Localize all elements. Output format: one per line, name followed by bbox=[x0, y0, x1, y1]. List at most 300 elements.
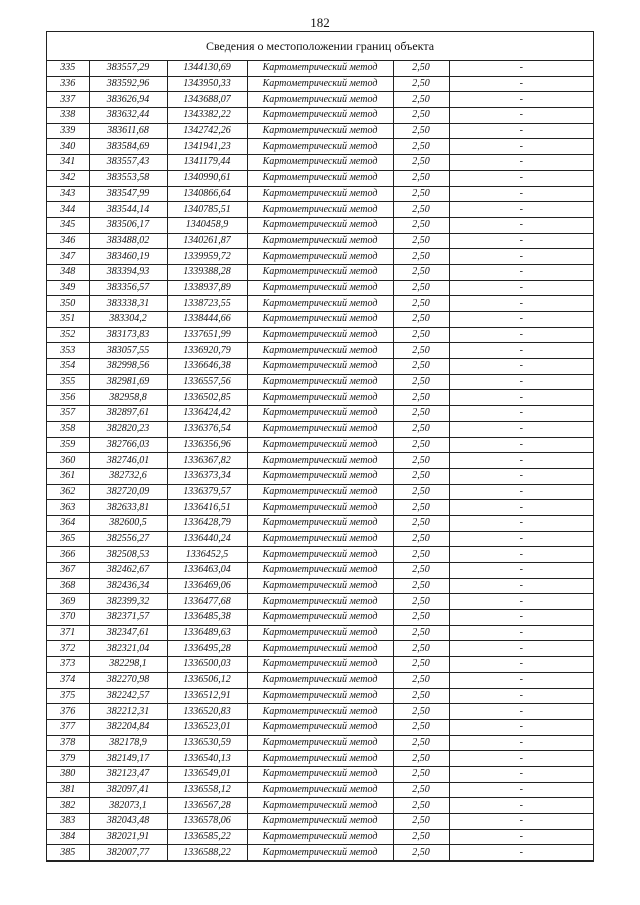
point-number-cell: 374 bbox=[47, 672, 89, 688]
x-coordinate-cell: 382820,23 bbox=[89, 421, 167, 437]
y-coordinate-cell: 1336588,22 bbox=[167, 845, 247, 861]
x-coordinate-cell: 383356,57 bbox=[89, 280, 167, 296]
method-cell: Картометрический метод bbox=[247, 688, 393, 704]
method-cell: Картометрический метод bbox=[247, 374, 393, 390]
x-coordinate-cell: 382149,17 bbox=[89, 751, 167, 767]
y-coordinate-cell: 1336506,12 bbox=[167, 672, 247, 688]
y-coordinate-cell: 1338723,55 bbox=[167, 296, 247, 312]
section-title: Сведения о местоположении границ объекта bbox=[47, 32, 593, 61]
accuracy-cell: 2,50 bbox=[393, 672, 449, 688]
x-coordinate-cell: 383584,69 bbox=[89, 139, 167, 155]
point-number-cell: 346 bbox=[47, 233, 89, 249]
accuracy-cell: 2,50 bbox=[393, 92, 449, 108]
table-row bbox=[47, 845, 593, 861]
x-coordinate-cell: 382746,01 bbox=[89, 453, 167, 469]
y-coordinate-cell: 1336477,68 bbox=[167, 594, 247, 610]
x-coordinate-cell: 382897,61 bbox=[89, 406, 167, 422]
x-coordinate-cell: 383173,83 bbox=[89, 327, 167, 343]
method-cell: Картометрический метод bbox=[247, 782, 393, 798]
table-row bbox=[47, 374, 593, 390]
table-row bbox=[47, 280, 593, 296]
method-cell: Картометрический метод bbox=[247, 92, 393, 108]
y-coordinate-cell: 1336367,82 bbox=[167, 453, 247, 469]
table-row bbox=[47, 468, 593, 484]
note-cell: - bbox=[449, 390, 593, 406]
table-row bbox=[47, 641, 593, 657]
point-number-cell: 370 bbox=[47, 610, 89, 626]
x-coordinate-cell: 382998,56 bbox=[89, 359, 167, 375]
accuracy-cell: 2,50 bbox=[393, 814, 449, 830]
method-cell: Картометрический метод bbox=[247, 657, 393, 673]
point-number-cell: 343 bbox=[47, 186, 89, 202]
x-coordinate-cell: 382178,9 bbox=[89, 735, 167, 751]
x-coordinate-cell: 382462,67 bbox=[89, 563, 167, 579]
point-number-cell: 337 bbox=[47, 92, 89, 108]
x-coordinate-cell: 382007,77 bbox=[89, 845, 167, 861]
table-row bbox=[47, 421, 593, 437]
table-row bbox=[47, 186, 593, 202]
y-coordinate-cell: 1340866,64 bbox=[167, 186, 247, 202]
point-number-cell: 371 bbox=[47, 625, 89, 641]
table-row bbox=[47, 343, 593, 359]
note-cell: - bbox=[449, 139, 593, 155]
method-cell: Картометрический метод bbox=[247, 327, 393, 343]
y-coordinate-cell: 1336440,24 bbox=[167, 531, 247, 547]
x-coordinate-cell: 383544,14 bbox=[89, 202, 167, 218]
method-cell: Картометрический метод bbox=[247, 672, 393, 688]
y-coordinate-cell: 1336424,42 bbox=[167, 406, 247, 422]
method-cell: Картометрический метод bbox=[247, 437, 393, 453]
y-coordinate-cell: 1336578,06 bbox=[167, 814, 247, 830]
document-sheet bbox=[46, 31, 594, 862]
method-cell: Картометрический метод bbox=[247, 108, 393, 124]
y-coordinate-cell: 1336489,63 bbox=[167, 625, 247, 641]
accuracy-cell: 2,50 bbox=[393, 531, 449, 547]
y-coordinate-cell: 1341941,23 bbox=[167, 139, 247, 155]
accuracy-cell: 2,50 bbox=[393, 500, 449, 516]
x-coordinate-cell: 382720,09 bbox=[89, 484, 167, 500]
y-coordinate-cell: 1340990,61 bbox=[167, 170, 247, 186]
method-cell: Картометрический метод bbox=[247, 312, 393, 328]
method-cell: Картометрический метод bbox=[247, 249, 393, 265]
point-number-cell: 340 bbox=[47, 139, 89, 155]
table-row bbox=[47, 594, 593, 610]
y-coordinate-cell: 1336646,38 bbox=[167, 359, 247, 375]
point-number-cell: 378 bbox=[47, 735, 89, 751]
page-number: 182 bbox=[310, 15, 330, 30]
y-coordinate-cell: 1336502,85 bbox=[167, 390, 247, 406]
y-coordinate-cell: 1340458,9 bbox=[167, 217, 247, 233]
accuracy-cell: 2,50 bbox=[393, 610, 449, 626]
y-coordinate-cell: 1336356,96 bbox=[167, 437, 247, 453]
y-coordinate-cell: 1341179,44 bbox=[167, 155, 247, 171]
accuracy-cell: 2,50 bbox=[393, 594, 449, 610]
y-coordinate-cell: 1337651,99 bbox=[167, 327, 247, 343]
point-number-cell: 341 bbox=[47, 155, 89, 171]
method-cell: Картометрический метод bbox=[247, 359, 393, 375]
accuracy-cell: 2,50 bbox=[393, 453, 449, 469]
method-cell: Картометрический метод bbox=[247, 170, 393, 186]
accuracy-cell: 2,50 bbox=[393, 390, 449, 406]
method-cell: Картометрический метод bbox=[247, 578, 393, 594]
accuracy-cell: 2,50 bbox=[393, 155, 449, 171]
x-coordinate-cell: 382766,03 bbox=[89, 437, 167, 453]
note-cell: - bbox=[449, 92, 593, 108]
accuracy-cell: 2,50 bbox=[393, 515, 449, 531]
point-number-cell: 358 bbox=[47, 421, 89, 437]
accuracy-cell: 2,50 bbox=[393, 61, 449, 76]
point-number-cell: 368 bbox=[47, 578, 89, 594]
y-coordinate-cell: 1336585,22 bbox=[167, 829, 247, 845]
note-cell: - bbox=[449, 233, 593, 249]
method-cell: Картометрический метод bbox=[247, 625, 393, 641]
x-coordinate-cell: 383488,02 bbox=[89, 233, 167, 249]
table-body bbox=[47, 61, 593, 861]
y-coordinate-cell: 1336485,38 bbox=[167, 610, 247, 626]
accuracy-cell: 2,50 bbox=[393, 563, 449, 579]
x-coordinate-cell: 382073,1 bbox=[89, 798, 167, 814]
note-cell: - bbox=[449, 484, 593, 500]
point-number-cell: 335 bbox=[47, 61, 89, 76]
y-coordinate-cell: 1336373,34 bbox=[167, 468, 247, 484]
note-cell: - bbox=[449, 704, 593, 720]
table-row bbox=[47, 531, 593, 547]
table-row bbox=[47, 563, 593, 579]
note-cell: - bbox=[449, 312, 593, 328]
table-row bbox=[47, 625, 593, 641]
table-row bbox=[47, 751, 593, 767]
accuracy-cell: 2,50 bbox=[393, 688, 449, 704]
method-cell: Картометрический метод bbox=[247, 296, 393, 312]
x-coordinate-cell: 383626,94 bbox=[89, 92, 167, 108]
point-number-cell: 377 bbox=[47, 719, 89, 735]
point-number-cell: 349 bbox=[47, 280, 89, 296]
point-number-cell: 350 bbox=[47, 296, 89, 312]
y-coordinate-cell: 1336920,79 bbox=[167, 343, 247, 359]
y-coordinate-cell: 1336557,56 bbox=[167, 374, 247, 390]
note-cell: - bbox=[449, 547, 593, 563]
y-coordinate-cell: 1336512,91 bbox=[167, 688, 247, 704]
table-row bbox=[47, 766, 593, 782]
method-cell: Картометрический метод bbox=[247, 531, 393, 547]
x-coordinate-cell: 382321,04 bbox=[89, 641, 167, 657]
x-coordinate-cell: 382212,31 bbox=[89, 704, 167, 720]
note-cell: - bbox=[449, 406, 593, 422]
table-row bbox=[47, 453, 593, 469]
y-coordinate-cell: 1336523,01 bbox=[167, 719, 247, 735]
x-coordinate-cell: 382981,69 bbox=[89, 374, 167, 390]
method-cell: Картометрический метод bbox=[247, 829, 393, 845]
accuracy-cell: 2,50 bbox=[393, 798, 449, 814]
method-cell: Картометрический метод bbox=[247, 202, 393, 218]
point-number-cell: 342 bbox=[47, 170, 89, 186]
table-row bbox=[47, 61, 593, 76]
note-cell: - bbox=[449, 468, 593, 484]
point-number-cell: 369 bbox=[47, 594, 89, 610]
table-row bbox=[47, 217, 593, 233]
method-cell: Картометрический метод bbox=[247, 798, 393, 814]
table-row bbox=[47, 719, 593, 735]
note-cell: - bbox=[449, 641, 593, 657]
accuracy-cell: 2,50 bbox=[393, 186, 449, 202]
table-row bbox=[47, 829, 593, 845]
note-cell: - bbox=[449, 688, 593, 704]
table-row bbox=[47, 123, 593, 139]
note-cell: - bbox=[449, 217, 593, 233]
method-cell: Картометрический метод bbox=[247, 468, 393, 484]
point-number-cell: 376 bbox=[47, 704, 89, 720]
table-row bbox=[47, 798, 593, 814]
point-number-cell: 359 bbox=[47, 437, 89, 453]
point-number-cell: 356 bbox=[47, 390, 89, 406]
point-number-cell: 381 bbox=[47, 782, 89, 798]
accuracy-cell: 2,50 bbox=[393, 829, 449, 845]
accuracy-cell: 2,50 bbox=[393, 468, 449, 484]
method-cell: Картометрический метод bbox=[247, 76, 393, 92]
method-cell: Картометрический метод bbox=[247, 453, 393, 469]
accuracy-cell: 2,50 bbox=[393, 406, 449, 422]
note-cell: - bbox=[449, 170, 593, 186]
y-coordinate-cell: 1340785,51 bbox=[167, 202, 247, 218]
method-cell: Картометрический метод bbox=[247, 186, 393, 202]
note-cell: - bbox=[449, 76, 593, 92]
method-cell: Картометрический метод bbox=[247, 139, 393, 155]
method-cell: Картометрический метод bbox=[247, 123, 393, 139]
point-number-cell: 363 bbox=[47, 500, 89, 516]
accuracy-cell: 2,50 bbox=[393, 547, 449, 563]
point-number-cell: 352 bbox=[47, 327, 89, 343]
y-coordinate-cell: 1336452,5 bbox=[167, 547, 247, 563]
y-coordinate-cell: 1336379,57 bbox=[167, 484, 247, 500]
note-cell: - bbox=[449, 766, 593, 782]
x-coordinate-cell: 382556,27 bbox=[89, 531, 167, 547]
method-cell: Картометрический метод bbox=[247, 610, 393, 626]
table-row bbox=[47, 327, 593, 343]
note-cell: - bbox=[449, 563, 593, 579]
note-cell: - bbox=[449, 453, 593, 469]
note-cell: - bbox=[449, 123, 593, 139]
x-coordinate-cell: 382021,91 bbox=[89, 829, 167, 845]
x-coordinate-cell: 382123,47 bbox=[89, 766, 167, 782]
y-coordinate-cell: 1336549,01 bbox=[167, 766, 247, 782]
y-coordinate-cell: 1338937,89 bbox=[167, 280, 247, 296]
table-row bbox=[47, 233, 593, 249]
table-row bbox=[47, 735, 593, 751]
accuracy-cell: 2,50 bbox=[393, 719, 449, 735]
method-cell: Картометрический метод bbox=[247, 563, 393, 579]
method-cell: Картометрический метод bbox=[247, 845, 393, 861]
method-cell: Картометрический метод bbox=[247, 343, 393, 359]
x-coordinate-cell: 383592,96 bbox=[89, 76, 167, 92]
y-coordinate-cell: 1336428,79 bbox=[167, 515, 247, 531]
note-cell: - bbox=[449, 657, 593, 673]
point-number-cell: 355 bbox=[47, 374, 89, 390]
accuracy-cell: 2,50 bbox=[393, 123, 449, 139]
y-coordinate-cell: 1336567,28 bbox=[167, 798, 247, 814]
note-cell: - bbox=[449, 735, 593, 751]
note-cell: - bbox=[449, 343, 593, 359]
accuracy-cell: 2,50 bbox=[393, 359, 449, 375]
accuracy-cell: 2,50 bbox=[393, 249, 449, 265]
note-cell: - bbox=[449, 515, 593, 531]
point-number-cell: 364 bbox=[47, 515, 89, 531]
note-cell: - bbox=[449, 625, 593, 641]
note-cell: - bbox=[449, 751, 593, 767]
table-row bbox=[47, 688, 593, 704]
table-row bbox=[47, 249, 593, 265]
x-coordinate-cell: 382347,61 bbox=[89, 625, 167, 641]
x-coordinate-cell: 383057,55 bbox=[89, 343, 167, 359]
point-number-cell: 357 bbox=[47, 406, 89, 422]
method-cell: Картометрический метод bbox=[247, 217, 393, 233]
accuracy-cell: 2,50 bbox=[393, 625, 449, 641]
accuracy-cell: 2,50 bbox=[393, 217, 449, 233]
point-number-cell: 379 bbox=[47, 751, 89, 767]
note-cell: - bbox=[449, 108, 593, 124]
x-coordinate-cell: 382633,81 bbox=[89, 500, 167, 516]
x-coordinate-cell: 383460,19 bbox=[89, 249, 167, 265]
y-coordinate-cell: 1342742,26 bbox=[167, 123, 247, 139]
table-row bbox=[47, 108, 593, 124]
method-cell: Картометрический метод bbox=[247, 594, 393, 610]
note-cell: - bbox=[449, 374, 593, 390]
x-coordinate-cell: 382732,6 bbox=[89, 468, 167, 484]
table-row bbox=[47, 390, 593, 406]
accuracy-cell: 2,50 bbox=[393, 280, 449, 296]
x-coordinate-cell: 382600,5 bbox=[89, 515, 167, 531]
point-number-cell: 348 bbox=[47, 264, 89, 280]
point-number-cell: 336 bbox=[47, 76, 89, 92]
x-coordinate-cell: 383547,99 bbox=[89, 186, 167, 202]
accuracy-cell: 2,50 bbox=[393, 202, 449, 218]
method-cell: Картометрический метод bbox=[247, 515, 393, 531]
y-coordinate-cell: 1336520,83 bbox=[167, 704, 247, 720]
x-coordinate-cell: 382242,57 bbox=[89, 688, 167, 704]
table-row bbox=[47, 484, 593, 500]
note-cell: - bbox=[449, 610, 593, 626]
method-cell: Картометрический метод bbox=[247, 735, 393, 751]
method-cell: Картометрический метод bbox=[247, 719, 393, 735]
note-cell: - bbox=[449, 61, 593, 76]
table-row bbox=[47, 202, 593, 218]
x-coordinate-cell: 382043,48 bbox=[89, 814, 167, 830]
point-number-cell: 354 bbox=[47, 359, 89, 375]
x-coordinate-cell: 382399,32 bbox=[89, 594, 167, 610]
point-number-cell: 345 bbox=[47, 217, 89, 233]
point-number-cell: 372 bbox=[47, 641, 89, 657]
note-cell: - bbox=[449, 782, 593, 798]
method-cell: Картометрический метод bbox=[247, 814, 393, 830]
point-number-cell: 351 bbox=[47, 312, 89, 328]
x-coordinate-cell: 383611,68 bbox=[89, 123, 167, 139]
method-cell: Картометрический метод bbox=[247, 421, 393, 437]
method-cell: Картометрический метод bbox=[247, 61, 393, 76]
table-row bbox=[47, 515, 593, 531]
note-cell: - bbox=[449, 845, 593, 861]
accuracy-cell: 2,50 bbox=[393, 233, 449, 249]
accuracy-cell: 2,50 bbox=[393, 484, 449, 500]
table-row bbox=[47, 782, 593, 798]
x-coordinate-cell: 382097,41 bbox=[89, 782, 167, 798]
note-cell: - bbox=[449, 437, 593, 453]
accuracy-cell: 2,50 bbox=[393, 735, 449, 751]
x-coordinate-cell: 382436,34 bbox=[89, 578, 167, 594]
accuracy-cell: 2,50 bbox=[393, 312, 449, 328]
method-cell: Картометрический метод bbox=[247, 766, 393, 782]
point-number-cell: 375 bbox=[47, 688, 89, 704]
table-row bbox=[47, 547, 593, 563]
y-coordinate-cell: 1336469,06 bbox=[167, 578, 247, 594]
accuracy-cell: 2,50 bbox=[393, 327, 449, 343]
point-number-cell: 383 bbox=[47, 814, 89, 830]
table-row bbox=[47, 170, 593, 186]
point-number-cell: 360 bbox=[47, 453, 89, 469]
method-cell: Картометрический метод bbox=[247, 264, 393, 280]
point-number-cell: 373 bbox=[47, 657, 89, 673]
x-coordinate-cell: 382508,53 bbox=[89, 547, 167, 563]
note-cell: - bbox=[449, 280, 593, 296]
x-coordinate-cell: 383632,44 bbox=[89, 108, 167, 124]
note-cell: - bbox=[449, 798, 593, 814]
point-number-cell: 338 bbox=[47, 108, 89, 124]
point-number-cell: 353 bbox=[47, 343, 89, 359]
y-coordinate-cell: 1343688,07 bbox=[167, 92, 247, 108]
note-cell: - bbox=[449, 814, 593, 830]
note-cell: - bbox=[449, 296, 593, 312]
x-coordinate-cell: 383553,58 bbox=[89, 170, 167, 186]
accuracy-cell: 2,50 bbox=[393, 782, 449, 798]
accuracy-cell: 2,50 bbox=[393, 343, 449, 359]
point-number-cell: 385 bbox=[47, 845, 89, 861]
point-number-cell: 339 bbox=[47, 123, 89, 139]
accuracy-cell: 2,50 bbox=[393, 139, 449, 155]
accuracy-cell: 2,50 bbox=[393, 296, 449, 312]
x-coordinate-cell: 382298,1 bbox=[89, 657, 167, 673]
table-row bbox=[47, 704, 593, 720]
method-cell: Картометрический метод bbox=[247, 704, 393, 720]
table-row bbox=[47, 672, 593, 688]
table-row bbox=[47, 578, 593, 594]
accuracy-cell: 2,50 bbox=[393, 845, 449, 861]
note-cell: - bbox=[449, 264, 593, 280]
x-coordinate-cell: 382270,98 bbox=[89, 672, 167, 688]
point-number-cell: 366 bbox=[47, 547, 89, 563]
x-coordinate-cell: 382958,8 bbox=[89, 390, 167, 406]
y-coordinate-cell: 1336463,04 bbox=[167, 563, 247, 579]
y-coordinate-cell: 1339959,72 bbox=[167, 249, 247, 265]
method-cell: Картометрический метод bbox=[247, 155, 393, 171]
y-coordinate-cell: 1336558,12 bbox=[167, 782, 247, 798]
table-row bbox=[47, 264, 593, 280]
x-coordinate-cell: 383304,2 bbox=[89, 312, 167, 328]
y-coordinate-cell: 1340261,87 bbox=[167, 233, 247, 249]
accuracy-cell: 2,50 bbox=[393, 751, 449, 767]
table-row bbox=[47, 610, 593, 626]
table-row bbox=[47, 139, 593, 155]
note-cell: - bbox=[449, 594, 593, 610]
y-coordinate-cell: 1336416,51 bbox=[167, 500, 247, 516]
method-cell: Картометрический метод bbox=[247, 233, 393, 249]
point-number-cell: 362 bbox=[47, 484, 89, 500]
accuracy-cell: 2,50 bbox=[393, 704, 449, 720]
y-coordinate-cell: 1343382,22 bbox=[167, 108, 247, 124]
method-cell: Картометрический метод bbox=[247, 751, 393, 767]
note-cell: - bbox=[449, 421, 593, 437]
accuracy-cell: 2,50 bbox=[393, 264, 449, 280]
point-number-cell: 367 bbox=[47, 563, 89, 579]
accuracy-cell: 2,50 bbox=[393, 170, 449, 186]
note-cell: - bbox=[449, 327, 593, 343]
